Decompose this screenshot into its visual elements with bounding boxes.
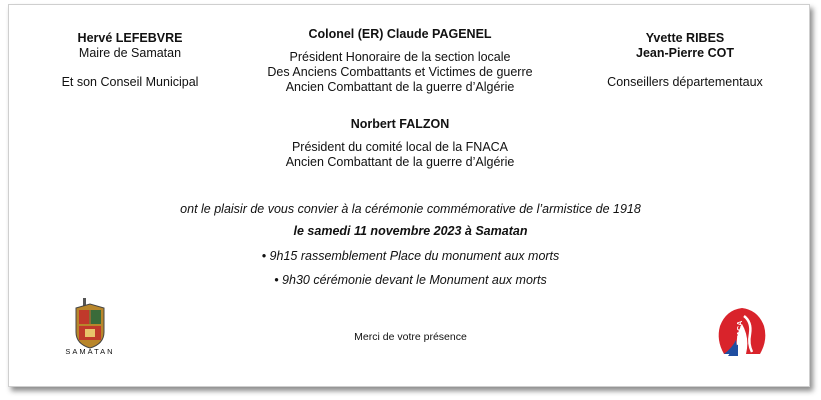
samatan-logo-text: SAMATAN: [65, 347, 115, 356]
president-line2: Des Anciens Combattants et Victimes de guerre: [267, 65, 533, 79]
councillors-role: Conseillers départementaux: [607, 75, 763, 89]
mayor-role: Maire de Samatan: [78, 46, 182, 60]
president-line3: Ancien Combattant de la guerre d’Algérie: [285, 80, 515, 94]
municipal-council: Et son Conseil Municipal: [61, 75, 199, 89]
mayor-block: [50, 31, 210, 90]
president-block: [240, 27, 560, 95]
fnaca-logo-text: FNACA: [737, 320, 744, 346]
mayor-name: Hervé LEFEBVRE: [77, 31, 183, 45]
fnaca-logo: [714, 304, 770, 360]
fnaca-president-name: Norbert FALZON: [350, 117, 450, 131]
president-line1: Président Honoraire de la section locale: [289, 50, 511, 64]
councillor-name-1: Yvette RIBES: [645, 31, 725, 45]
invitation-text: ont le plaisir de vous convier à la cérémonie commémorative de l’armistice de 1918: [180, 202, 641, 216]
president-name: Colonel (ER) Claude PAGENEL: [308, 27, 492, 41]
fnaca-president-line1: Président du comité local de la FNACA: [291, 140, 509, 154]
fnaca-president-block: [240, 117, 560, 170]
schedule-item: • 9h15 rassemblement Place du monument aux morts: [261, 249, 560, 263]
fnaca-president-line2: Ancien Combattant de la guerre d’Algérie: [285, 155, 515, 169]
councillors-block: [585, 31, 785, 90]
schedule-item: • 9h30 cérémonie devant le Monument aux morts: [274, 273, 547, 287]
ceremony-date: le samedi 11 novembre 2023 à Samatan: [293, 224, 528, 238]
councillor-name-2: Jean-Pierre COT: [636, 46, 734, 60]
thanks-text: Merci de votre présence: [354, 331, 467, 343]
